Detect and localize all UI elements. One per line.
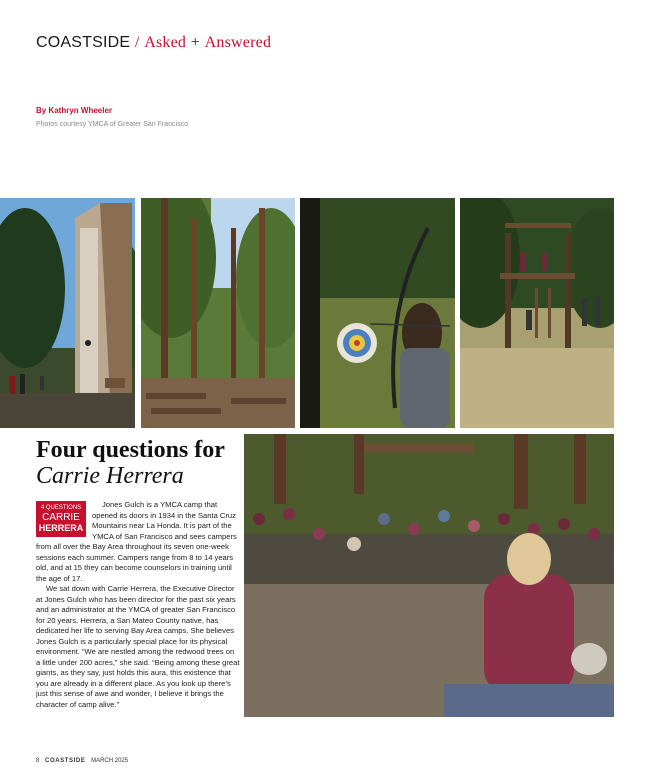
- photo-climbing-wall: [0, 198, 135, 428]
- footer-brand: COASTSIDE: [45, 758, 86, 764]
- magazine-brand: COASTSIDE: [36, 34, 131, 51]
- photo-archery: [300, 198, 455, 428]
- article-paragraph: Jones Gulch is a YMCA camp that opened its doors in 1934 in the Santa Cruz Mountains near La Honda. It is part of the YMCA of San Francisco and sees campers from all over the Bay Area throughout its seven one-week sessions each summer. Campers range from 8 to 14 years old, and at 15 they can become counselors in training until the age of 17.: [36, 500, 237, 583]
- badge-line-3: HERRERA: [38, 523, 84, 533]
- header-answered: Answered: [204, 34, 272, 51]
- photo-ropes-tower: [460, 198, 614, 428]
- header-asked: Asked: [144, 34, 187, 51]
- article-paragraph: We sat down with Carrie Herrera, the Executive Director at Jones Gulch who has been director for the past six years and an administrator at the YMCA of greater San Francisco for 20 years. Herrera, a San Mateo County native, has dedicated her life to serving Bay Area camps. She believes Jones Gulch is a particularly special place for its physical environment. “We are nestled among the redwood trees on a little under 200 acres,” she said. “Being among these great giants, as they say, just holds this aura, this existence that you are already in a different place. As you look up there’s just this sense of awe and wonder, I believe it brings the character of camp alive.”: [36, 584, 240, 709]
- four-questions-badge: [36, 501, 86, 537]
- header-plus: +: [190, 34, 201, 51]
- badge-line-1: 4 QUESTIONS: [40, 505, 82, 511]
- page-number: 8: [36, 758, 40, 764]
- photo-redwood-forest: [141, 198, 295, 428]
- article-title: [36, 437, 241, 489]
- photo-camp-gathering: [244, 434, 614, 717]
- page-footer: [36, 758, 128, 764]
- header-slash: /: [134, 34, 140, 51]
- title-line-1: Four questions for: [36, 437, 225, 463]
- footer-issue: MARCH 2025: [91, 758, 129, 764]
- title-line-2: Carrie Herrera: [36, 463, 184, 489]
- section-header: [36, 34, 271, 52]
- badge-line-2: CARRIE: [42, 512, 80, 523]
- byline: By Kathryn Wheeler: [36, 106, 113, 115]
- article-body: [36, 500, 240, 710]
- photo-credit: Photos courtesy YMCA of Greater San Francisco: [36, 121, 188, 128]
